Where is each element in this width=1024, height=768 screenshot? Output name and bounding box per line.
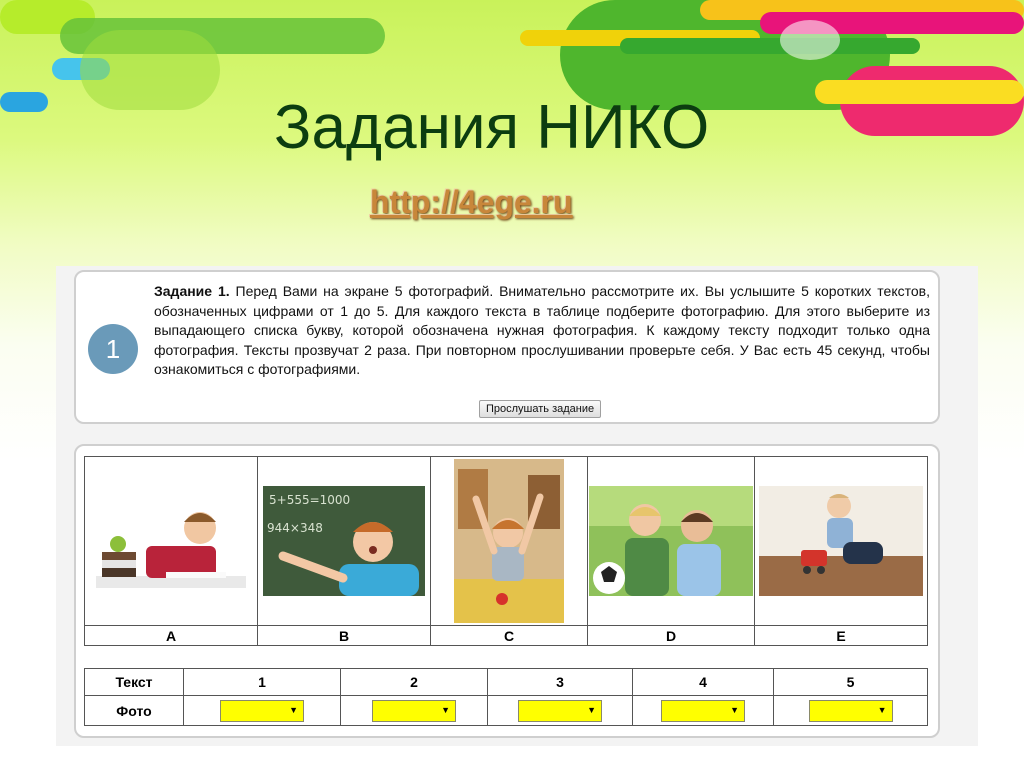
decor-shape — [0, 92, 48, 112]
site-link[interactable]: http://4ege.ru — [370, 184, 573, 220]
photo-cell-a — [85, 457, 258, 626]
photo-cell-c — [431, 457, 588, 626]
answer-header-3: 3 — [488, 669, 633, 696]
answer-cell-1 — [184, 696, 341, 726]
photo-label-d: D — [588, 626, 755, 646]
answer-cell-4 — [633, 696, 774, 726]
task-instructions-panel — [74, 270, 940, 424]
svg-text:5+555=1000: 5+555=1000 — [269, 493, 351, 507]
photo-cell-b — [258, 457, 431, 626]
answer-header-text-label: Текст — [85, 669, 184, 696]
decor-shape — [80, 30, 220, 110]
task-heading: Задание 1. — [154, 283, 230, 299]
decor-shape — [620, 38, 920, 54]
photo-label-c: C — [431, 626, 588, 646]
photo-boy-raising-hands — [454, 459, 564, 623]
photo-two-boys-with-ball — [589, 486, 753, 596]
decor-shape — [815, 80, 1024, 104]
chevron-down-icon: ▼ — [730, 704, 739, 715]
task-text — [154, 282, 930, 380]
photo-table — [84, 456, 928, 646]
photo-cell-e — [755, 457, 928, 626]
chevron-down-icon: ▼ — [877, 704, 887, 715]
task-description: Перед Вами на экране 5 фотографий. Внимательно рассмотрите их. Вы услышите 5 коротких текстов, обозначенных цифрами от 1 до 5. Для каждого текста в таблице подберите фотографию. Для этого выберите из выпадающего списка букву, которой обозначена нужная фотография. К каждому тексту подходит только одна фотография. Тексты прозвучат 2 раза. При повторном прослушивании проверьте себя. У Вас есть 45 секунд, чтобы ознакомиться с фотографиями. — [154, 283, 930, 377]
answer-cell-2 — [341, 696, 488, 726]
task-workspace-panel — [74, 444, 940, 738]
chevron-down-icon: ▼ — [587, 704, 596, 715]
slide-title: Задания НИКО — [274, 93, 710, 162]
photo-label-b: B — [258, 626, 431, 646]
task-number-badge: 1 — [88, 324, 138, 374]
answer-cell-5 — [774, 696, 928, 726]
photo-select-1[interactable] — [220, 700, 304, 722]
chevron-down-icon: ▼ — [441, 704, 450, 715]
decor-shape — [780, 20, 840, 60]
photo-label-e: E — [755, 626, 928, 646]
photo-boy-at-blackboard — [263, 486, 425, 596]
answer-header-4: 4 — [633, 669, 774, 696]
photo-select-3[interactable] — [518, 700, 602, 722]
photo-cell-d — [588, 457, 755, 626]
answer-header-5: 5 — [774, 669, 928, 696]
chevron-down-icon: ▼ — [289, 704, 298, 715]
photo-toddler-with-toy — [759, 486, 923, 596]
answer-header-1: 1 — [184, 669, 341, 696]
photo-boy-with-books — [96, 486, 246, 596]
svg-text:944×348: 944×348 — [267, 521, 323, 535]
answer-table — [84, 668, 928, 726]
answer-cell-3 — [488, 696, 633, 726]
photo-select-2[interactable] — [372, 700, 456, 722]
listen-task-button[interactable]: Прослушать задание — [479, 400, 601, 418]
answer-photo-label: Фото — [85, 696, 184, 726]
photo-select-5[interactable] — [809, 700, 893, 722]
photo-select-4[interactable] — [661, 700, 745, 722]
photo-label-a: A — [85, 626, 258, 646]
task-screen — [56, 266, 978, 746]
answer-header-2: 2 — [341, 669, 488, 696]
